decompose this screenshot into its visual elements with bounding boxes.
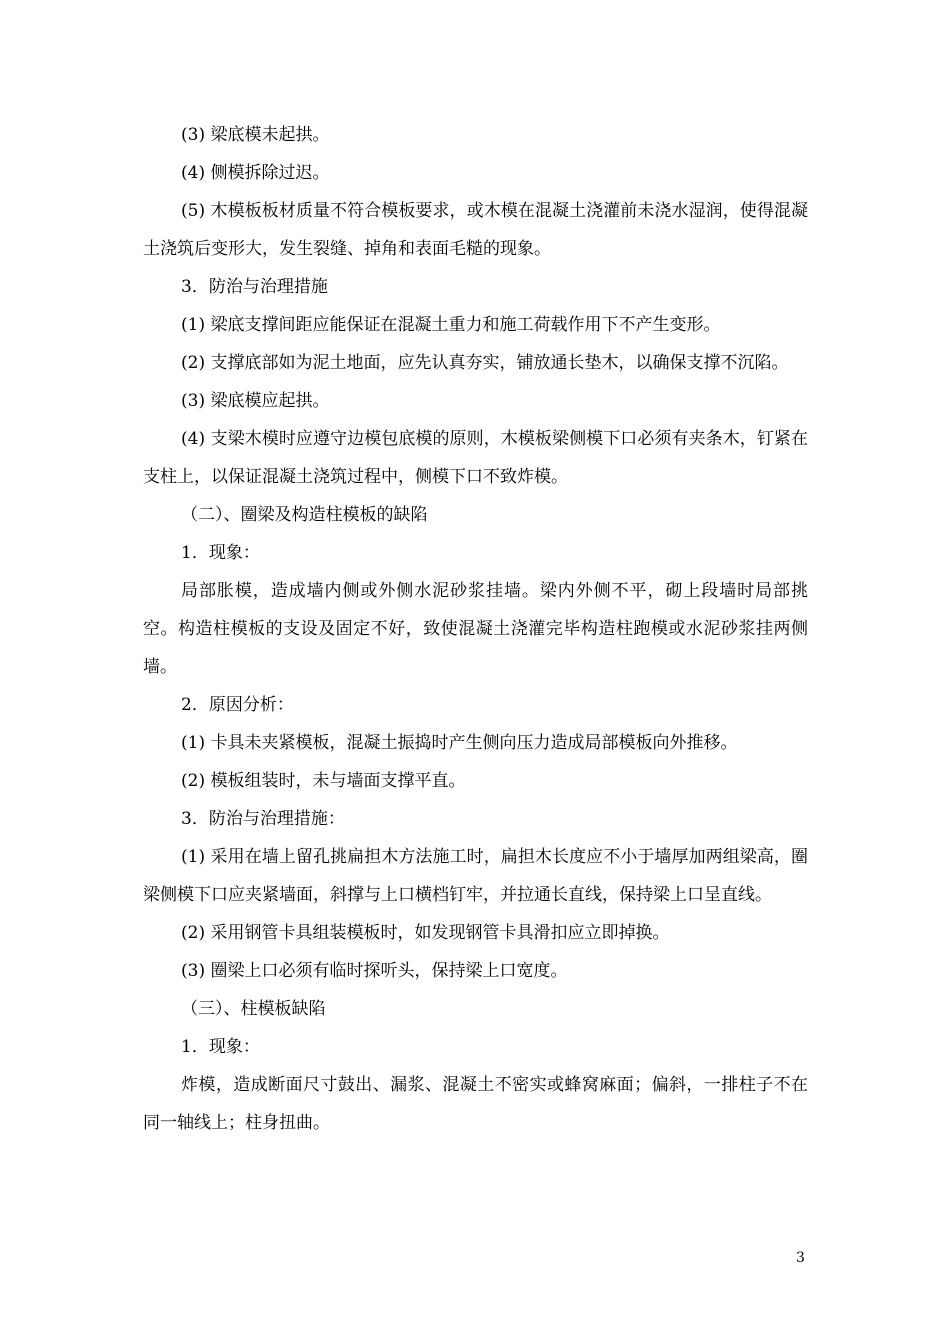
paragraph: (1) 梁底支撑间距应能保证在混凝土重力和施工荷载作用下不产生变形。 xyxy=(181,315,721,335)
paragraph: (4) 侧模拆除过迟。 xyxy=(181,163,330,183)
paragraph: (4) 支梁木模时应遵守边模包底模的原则，木模板梁侧模下口必须有夹条木，钉紧在支柱上，以保证混凝土浇筑过程中，侧模下口不致炸模。 xyxy=(143,429,808,487)
section-heading: （二）、圈梁及构造柱模板的缺陷 xyxy=(181,505,428,525)
body-text xyxy=(143,116,808,1142)
paragraph: (3) 梁底模未起拱。 xyxy=(181,125,330,145)
paragraph: 炸模，造成断面尺寸鼓出、漏浆、混凝土不密实或蜂窝麻面；偏斜，一排柱子不在同一轴线上；柱身扭曲。 xyxy=(143,1075,808,1133)
paragraph: (5) 木模板板材质量不符合模板要求，或木模在混凝土浇灌前未浇水湿润，使得混凝土浇筑后变形大，发生裂缝、掉角和表面毛糙的现象。 xyxy=(143,201,808,259)
paragraph: (2) 模板组装时，未与墙面支撑平直。 xyxy=(181,771,466,791)
page-number: 3 xyxy=(796,1250,805,1266)
paragraph: (1) 卡具未夹紧模板，混凝土振捣时产生侧向压力造成局部模板向外推移。 xyxy=(181,733,738,753)
section-heading: 3．防治与治理措施： xyxy=(181,809,345,829)
section-heading: 2．原因分析： xyxy=(181,695,294,715)
paragraph: (3) 圈梁上口必须有临时探听头，保持梁上口宽度。 xyxy=(181,961,568,981)
section-heading: 1．现象： xyxy=(181,543,260,563)
paragraph: 局部胀模，造成墙内侧或外侧水泥砂浆挂墙。梁内外侧不平，砌上段墙时局部挑空。构造柱模板的支设及固定不好，致使混凝土浇灌完毕构造柱跑模或水泥砂浆挂两侧墙。 xyxy=(143,581,808,677)
paragraph: (2) 支撑底部如为泥土地面，应先认真夯实，铺放通长垫木，以确保支撑不沉陷。 xyxy=(181,353,789,373)
section-heading: 3．防治与治理措施 xyxy=(181,277,328,297)
paragraph: (2) 采用钢管卡具组装模板时，如发现钢管卡具滑扣应立即掉换。 xyxy=(181,923,670,943)
section-heading: 1．现象： xyxy=(181,1037,260,1057)
paragraph: (3) 梁底模应起拱。 xyxy=(181,391,330,411)
section-heading: （三）、柱模板缺陷 xyxy=(181,999,326,1019)
paragraph: (1) 采用在墙上留孔挑扁担木方法施工时，扁担木长度应不小于墙厚加两组梁高，圈梁侧模下口应夹紧墙面，斜撑与上口横档钉牢，并拉通长直线，保持梁上口呈直线。 xyxy=(143,847,808,905)
